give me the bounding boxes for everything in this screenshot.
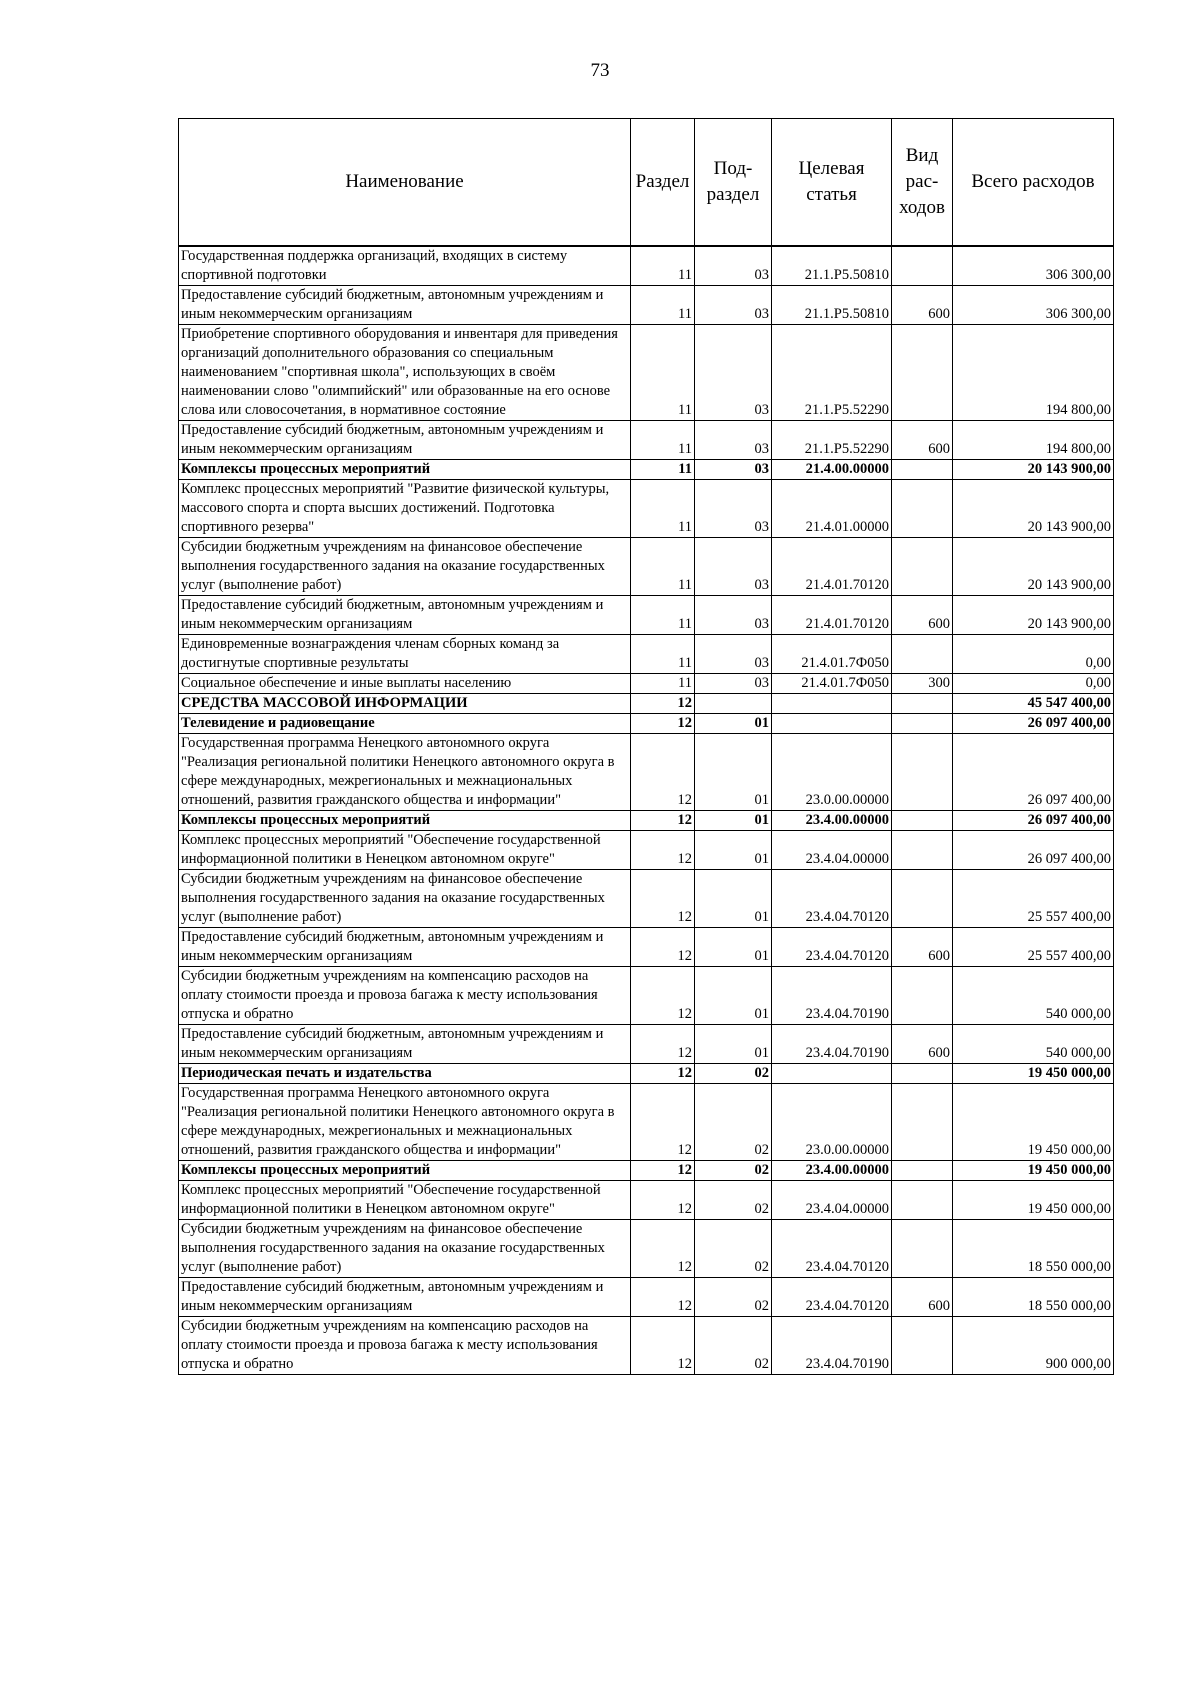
table-row [179,325,1114,421]
cell-total: 19 450 000,00 [953,1181,1114,1220]
cell-podrazdel: 01 [695,811,772,831]
cell-vid-raskhodov [892,870,953,928]
cell-razdel: 12 [631,694,695,714]
cell-razdel: 11 [631,674,695,694]
cell-vid-raskhodov [892,694,953,714]
cell-tselevaya-statya: 21.1.Р5.52290 [772,325,892,421]
cell-vid-raskhodov [892,635,953,674]
table-row [179,694,1114,714]
cell-podrazdel: 02 [695,1317,772,1375]
cell-tselevaya-statya: 23.4.04.70120 [772,870,892,928]
cell-total: 26 097 400,00 [953,811,1114,831]
cell-razdel: 11 [631,480,695,538]
cell-vid-raskhodov [892,831,953,870]
cell-total: 25 557 400,00 [953,870,1114,928]
page-number: 73 [590,60,610,81]
cell-podrazdel: 01 [695,870,772,928]
cell-razdel: 12 [631,967,695,1025]
table-row [179,538,1114,596]
cell-razdel: 11 [631,460,695,480]
cell-podrazdel: 02 [695,1181,772,1220]
cell-vid-raskhodov [892,1220,953,1278]
cell-name: Государственная программа Ненецкого автономного округа "Реализация региональной политики Ненецкого автономного округа в сфере международных, межрегиональных и межнациональных отношений, развития гражданского общества и информации" [179,1084,631,1161]
table-row [179,1317,1114,1375]
cell-name: Комплекс процессных мероприятий "Обеспечение государственной информационной политики в Ненецком автономном округе" [179,1181,631,1220]
cell-vid-raskhodov: 600 [892,1278,953,1317]
cell-podrazdel: 01 [695,967,772,1025]
cell-razdel: 11 [631,635,695,674]
table-row [179,967,1114,1025]
cell-name: Комплекс процессных мероприятий "Обеспечение государственной информационной политики в Ненецком автономном округе" [179,831,631,870]
cell-vid-raskhodov: 300 [892,674,953,694]
header-name: Наименование [179,119,631,247]
cell-vid-raskhodov [892,1064,953,1084]
cell-vid-raskhodov [892,734,953,811]
cell-name: Единовременные вознаграждения членам сборных команд за достигнутые спортивные результаты [179,635,631,674]
cell-total: 19 450 000,00 [953,1084,1114,1161]
header-razdel: Раздел [631,119,695,247]
cell-vid-raskhodov: 600 [892,286,953,325]
cell-podrazdel: 03 [695,246,772,286]
cell-vid-raskhodov [892,1084,953,1161]
cell-tselevaya-statya: 23.4.04.70120 [772,1220,892,1278]
cell-razdel: 12 [631,1084,695,1161]
cell-tselevaya-statya: 23.0.00.00000 [772,734,892,811]
cell-total: 25 557 400,00 [953,928,1114,967]
table-row [179,1278,1114,1317]
cell-podrazdel: 01 [695,831,772,870]
cell-name: Предоставление субсидий бюджетным, автономным учреждениям и иным некоммерческим организациям [179,596,631,635]
cell-vid-raskhodov [892,246,953,286]
table-row [179,480,1114,538]
cell-tselevaya-statya: 23.4.04.70120 [772,1278,892,1317]
cell-tselevaya-statya: 23.4.04.70190 [772,967,892,1025]
cell-vid-raskhodov [892,1317,953,1375]
cell-tselevaya-statya: 21.1.Р5.50810 [772,286,892,325]
cell-total: 306 300,00 [953,286,1114,325]
cell-name: Государственная программа Ненецкого автономного округа "Реализация региональной политики Ненецкого автономного округа в сфере международных, межрегиональных и межнациональных отношений, развития гражданского общества и информации" [179,734,631,811]
cell-tselevaya-statya: 21.4.01.7Ф050 [772,635,892,674]
cell-razdel: 12 [631,811,695,831]
cell-name: СРЕДСТВА МАССОВОЙ ИНФОРМАЦИИ [179,694,631,714]
cell-podrazdel: 01 [695,928,772,967]
cell-name: Субсидии бюджетным учреждениям на финансовое обеспечение выполнения государственного задания на оказание государственных услуг (выполнение работ) [179,870,631,928]
header-podrazdel: Под-раздел [695,119,772,247]
cell-tselevaya-statya: 21.4.00.00000 [772,460,892,480]
cell-tselevaya-statya: 21.1.Р5.52290 [772,421,892,460]
cell-name: Субсидии бюджетным учреждениям на компенсацию расходов на оплату стоимости проезда и провоза багажа к месту использования отпуска и обратно [179,967,631,1025]
cell-total: 26 097 400,00 [953,831,1114,870]
cell-vid-raskhodov [892,325,953,421]
table-row [179,1220,1114,1278]
cell-total: 20 143 900,00 [953,596,1114,635]
table-body [179,246,1114,1375]
table-row [179,734,1114,811]
cell-total: 20 143 900,00 [953,460,1114,480]
cell-name: Комплексы процессных мероприятий [179,811,631,831]
cell-name: Предоставление субсидий бюджетным, автономным учреждениям и иным некоммерческим организациям [179,928,631,967]
cell-name: Государственная поддержка организаций, входящих в систему спортивной подготовки [179,246,631,286]
cell-tselevaya-statya: 21.4.01.70120 [772,538,892,596]
cell-podrazdel: 02 [695,1064,772,1084]
cell-total: 26 097 400,00 [953,734,1114,811]
cell-razdel: 12 [631,928,695,967]
cell-tselevaya-statya: 23.4.00.00000 [772,811,892,831]
cell-tselevaya-statya: 23.4.04.00000 [772,831,892,870]
cell-tselevaya-statya: 23.4.00.00000 [772,1161,892,1181]
cell-vid-raskhodov [892,714,953,734]
cell-total: 19 450 000,00 [953,1064,1114,1084]
table-row [179,674,1114,694]
cell-vid-raskhodov: 600 [892,421,953,460]
cell-tselevaya-statya: 23.4.04.70190 [772,1317,892,1375]
cell-tselevaya-statya: 23.0.00.00000 [772,1084,892,1161]
cell-podrazdel [695,694,772,714]
cell-total: 540 000,00 [953,1025,1114,1064]
cell-total: 306 300,00 [953,246,1114,286]
table-row [179,1161,1114,1181]
cell-total: 540 000,00 [953,967,1114,1025]
cell-razdel: 12 [631,1025,695,1064]
table-row [179,870,1114,928]
table-row [179,1084,1114,1161]
cell-total: 194 800,00 [953,421,1114,460]
cell-razdel: 11 [631,325,695,421]
cell-total: 20 143 900,00 [953,538,1114,596]
cell-razdel: 11 [631,538,695,596]
cell-razdel: 12 [631,734,695,811]
table-row [179,1025,1114,1064]
cell-podrazdel: 03 [695,421,772,460]
cell-razdel: 12 [631,870,695,928]
cell-podrazdel: 03 [695,596,772,635]
table-row [179,831,1114,870]
cell-tselevaya-statya: 23.4.04.00000 [772,1181,892,1220]
cell-razdel: 11 [631,596,695,635]
cell-vid-raskhodov [892,480,953,538]
cell-podrazdel: 03 [695,480,772,538]
cell-name: Предоставление субсидий бюджетным, автономным учреждениям и иным некоммерческим организациям [179,286,631,325]
cell-vid-raskhodov: 600 [892,596,953,635]
cell-total: 26 097 400,00 [953,714,1114,734]
cell-tselevaya-statya: 23.4.04.70190 [772,1025,892,1064]
cell-razdel: 11 [631,421,695,460]
cell-name: Комплексы процессных мероприятий [179,1161,631,1181]
cell-podrazdel: 01 [695,1025,772,1064]
cell-vid-raskhodov: 600 [892,928,953,967]
cell-vid-raskhodov [892,811,953,831]
cell-razdel: 12 [631,1181,695,1220]
cell-tselevaya-statya: 21.4.01.7Ф050 [772,674,892,694]
cell-vid-raskhodov [892,1161,953,1181]
cell-vid-raskhodov [892,538,953,596]
cell-total: 19 450 000,00 [953,1161,1114,1181]
cell-name: Периодическая печать и издательства [179,1064,631,1084]
cell-razdel: 12 [631,1317,695,1375]
table-row [179,714,1114,734]
cell-name: Социальное обеспечение и иные выплаты населению [179,674,631,694]
cell-name: Предоставление субсидий бюджетным, автономным учреждениям и иным некоммерческим организациям [179,421,631,460]
cell-total: 45 547 400,00 [953,694,1114,714]
table-row [179,460,1114,480]
cell-razdel: 11 [631,246,695,286]
cell-podrazdel: 01 [695,734,772,811]
table-row [179,246,1114,286]
cell-total: 18 550 000,00 [953,1278,1114,1317]
cell-razdel: 12 [631,714,695,734]
cell-name: Субсидии бюджетным учреждениям на финансовое обеспечение выполнения государственного задания на оказание государственных услуг (выполнение работ) [179,1220,631,1278]
cell-podrazdel: 03 [695,286,772,325]
cell-name: Телевидение и радиовещание [179,714,631,734]
header-vid-raskhodov: Вид рас-ходов [892,119,953,247]
cell-podrazdel: 03 [695,674,772,694]
cell-razdel: 12 [631,1220,695,1278]
table-row [179,928,1114,967]
cell-razdel: 12 [631,1161,695,1181]
cell-podrazdel: 03 [695,635,772,674]
header-tselevaya-statya: Целевая статья [772,119,892,247]
cell-podrazdel: 02 [695,1220,772,1278]
cell-tselevaya-statya: 23.4.04.70120 [772,928,892,967]
cell-vid-raskhodov: 600 [892,1025,953,1064]
cell-total: 0,00 [953,674,1114,694]
table-row [179,421,1114,460]
cell-total: 18 550 000,00 [953,1220,1114,1278]
cell-vid-raskhodov [892,967,953,1025]
cell-tselevaya-statya [772,714,892,734]
cell-total: 0,00 [953,635,1114,674]
cell-tselevaya-statya [772,1064,892,1084]
cell-name: Комплекс процессных мероприятий "Развитие физической культуры, массового спорта и спорта высших достижений. Подготовка спортивного резерва" [179,480,631,538]
cell-tselevaya-statya [772,694,892,714]
cell-total: 20 143 900,00 [953,480,1114,538]
expenditure-table [178,118,1114,1375]
cell-vid-raskhodov [892,460,953,480]
cell-name: Субсидии бюджетным учреждениям на финансовое обеспечение выполнения государственного задания на оказание государственных услуг (выполнение работ) [179,538,631,596]
cell-tselevaya-statya: 21.1.Р5.50810 [772,246,892,286]
cell-tselevaya-statya: 21.4.01.70120 [772,596,892,635]
table-row [179,811,1114,831]
cell-total: 900 000,00 [953,1317,1114,1375]
cell-razdel: 12 [631,831,695,870]
cell-total: 194 800,00 [953,325,1114,421]
cell-podrazdel: 01 [695,714,772,734]
cell-name: Предоставление субсидий бюджетным, автономным учреждениям и иным некоммерческим организациям [179,1025,631,1064]
cell-razdel: 12 [631,1064,695,1084]
table-row [179,596,1114,635]
cell-name: Предоставление субсидий бюджетным, автономным учреждениям и иным некоммерческим организациям [179,1278,631,1317]
cell-podrazdel: 03 [695,325,772,421]
table-row [179,1181,1114,1220]
table-row [179,1064,1114,1084]
cell-podrazdel: 02 [695,1161,772,1181]
cell-vid-raskhodov [892,1181,953,1220]
cell-podrazdel: 03 [695,538,772,596]
cell-razdel: 11 [631,286,695,325]
table-header-row [179,119,1114,247]
table-row [179,286,1114,325]
table-row [179,635,1114,674]
cell-name: Приобретение спортивного оборудования и инвентаря для приведения организаций дополнительного образования со специальным наименованием "спортивная школа", использующих в своём наименовании слово "олимпийский" или образованные на его основе слова или словосочетания, в нормативное состояние [179,325,631,421]
cell-tselevaya-statya: 21.4.01.00000 [772,480,892,538]
cell-razdel: 12 [631,1278,695,1317]
cell-podrazdel: 02 [695,1084,772,1161]
cell-podrazdel: 03 [695,460,772,480]
cell-podrazdel: 02 [695,1278,772,1317]
header-total: Всего расходов [953,119,1114,247]
cell-name: Комплексы процессных мероприятий [179,460,631,480]
cell-name: Субсидии бюджетным учреждениям на компенсацию расходов на оплату стоимости проезда и провоза багажа к месту использования отпуска и обратно [179,1317,631,1375]
